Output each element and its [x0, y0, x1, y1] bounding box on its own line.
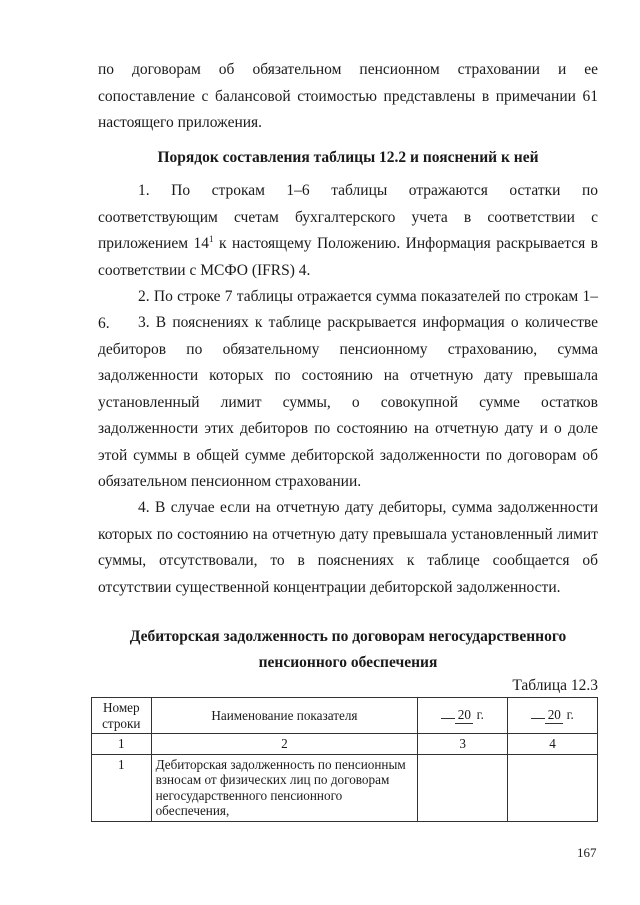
period-2-year: 20 [545, 707, 563, 724]
paragraph-4: 4. В случае если на отчетную дату дебиторы, сумма задолженности которых по состоянию на отчетную дату превышала установленный лимит суммы, отсутствовали, то в пояснениях к таблице сообщается об отсутствии существенной концентрации дебиторской задолженности. [98, 499, 598, 596]
receivables-table [91, 697, 598, 822]
page-number: 167 [577, 845, 597, 860]
numbering-cell: 3 [418, 734, 508, 755]
period-2-suffix: г. [566, 707, 574, 723]
period-1-suffix: г. [476, 707, 484, 723]
numbering-cell: 1 [92, 734, 152, 755]
table-header-row [92, 698, 598, 734]
section-heading-table-12-3-line2: пенсионного обеспечения [258, 654, 438, 671]
paragraph-2: 2. По строке 7 таблицы отражается сумма показателей по строкам 1–6. [98, 288, 598, 332]
footnote-sup: 1 [209, 233, 214, 244]
paragraph-3: 3. В пояснениях к таблице раскрывается информация о количестве дебиторов по обязательному пенсионному страхованию, сумма задолженности которых по состоянию на отчетную дату превышала установленный лимит суммы, о совокупной сумме остатков задолженности этих дебиторов по состоянию на отчетную дату и о доле этой суммы в общей сумме дебиторской задолженности по договорам об обязательном пенсионном страховании. [98, 314, 598, 490]
header-indicator-name: Наименование показателя [151, 698, 418, 734]
table-label: Таблица 12.3 [512, 677, 598, 694]
header-row-number: Номер строки [92, 698, 152, 734]
paragraph-1 [98, 178, 598, 284]
period-1-year: 20 [455, 707, 473, 724]
paragraph-1-text: 1. По строкам 1–6 таблицы отражаются остатки по соответствующим счетам бухгалтерского учета в соответствии с приложением 14 [98, 182, 598, 252]
header-period-1 [418, 698, 508, 734]
numbering-cell: 4 [508, 734, 598, 755]
numbering-cell: 2 [151, 734, 418, 755]
header-period-2 [508, 698, 598, 734]
row-value-period-1 [418, 754, 508, 821]
row-value-period-2 [508, 754, 598, 821]
table-row [92, 754, 598, 821]
row-number: 1 [92, 754, 152, 821]
intro-paragraph: по договорам об обязательном пенсионном страховании и ее сопоставление с балансовой стоимостью представлены в примечании 61 настоящего приложения. [98, 61, 598, 131]
table-numbering-row [92, 734, 598, 755]
section-heading-table-12-2: Порядок составления таблицы 12.2 и пояснений к ней [157, 149, 539, 166]
paragraph-1-text-end: к настоящему Положению. Информация раскрывается в соответствии с МСФО (IFRS) 4. [98, 235, 598, 279]
section-heading-table-12-3-line1: Дебиторская задолженность по договорам негосударственного [129, 628, 567, 645]
row-indicator-name: Дебиторская задолженность по пенсионным взносам от физических лиц по договорам негосударственного пенсионного обеспечения, [151, 754, 418, 821]
